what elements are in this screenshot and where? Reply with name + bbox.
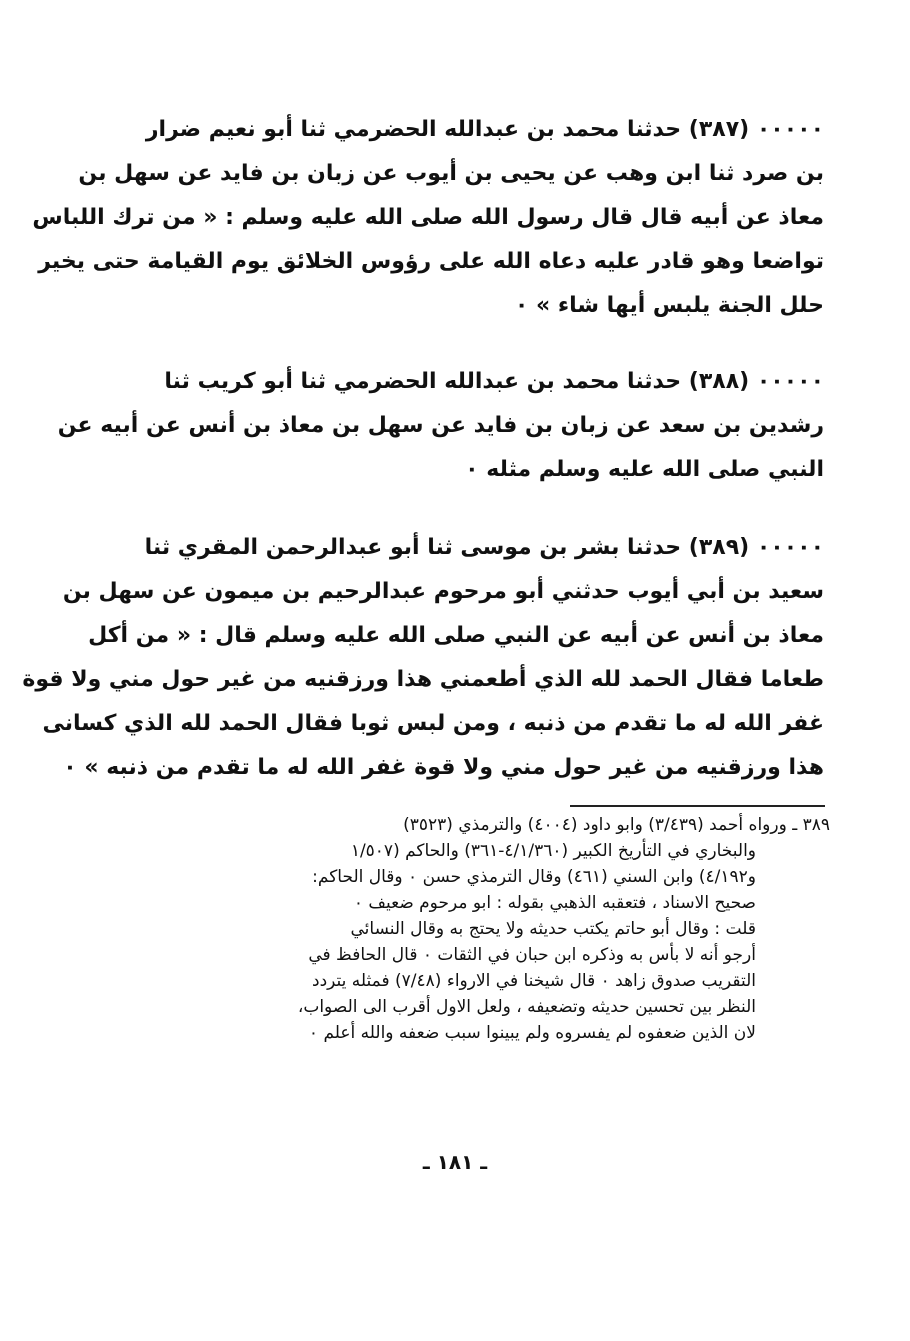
footnote-line: النظر بين تحسين حديثه وتضعيفه ، ولعل الاول أقرب الى الصواب،: [297, 997, 756, 1017]
text-line: النبي صلى الله عليه وسلم مثله ٠: [465, 457, 824, 482]
footnote-line: التقريب صدوق زاهد ٠ قال شيخنا في الارواء (٧/٤٨) فمثله يتردد: [312, 971, 756, 991]
footnote-line: صحيح الاسناد ، فتعقبه الذهبي بقوله : ابو مرحوم ضعيف ٠: [353, 893, 756, 913]
text-line: سعيد بن أبي أيوب حدثني أبو مرحوم عبدالرحيم بن ميمون عن سهل بن: [62, 579, 824, 604]
footnote-number: ٣٨٩ ـ: [792, 815, 830, 835]
text-line: حلل الجنة يلبس أيها شاء » ٠: [514, 293, 824, 318]
footnote-line: و٤/١٩٢) وابن السني (٤٦١) وقال الترمذي حسن ٠ وقال الحاكم:: [312, 867, 756, 887]
footnote: [118, 812, 830, 1046]
text-line: ٠٠٠٠٠ (٣٨٨) حدثنا محمد بن عبدالله الحضرمي ثنا أبو كريب ثنا: [164, 369, 824, 394]
footnote-separator: [570, 805, 825, 807]
footnote-line: قلت : وقال أبو حاتم يكتب حديثه ولا يحتج به وقال النسائي: [350, 919, 756, 939]
footnote-line: والبخاري في التأريخ الكبير (٤/١/٣٦٠-٣٦١) والحاكم (١/٥٠٧: [350, 841, 756, 861]
text-line: تواضعا وهو قادر عليه دعاه الله على رؤوس الخلائق يوم القيامة حتى يخير: [38, 249, 824, 274]
text-line: بن صرد ثنا ابن وهب عن يحيى بن أيوب عن زبان بن فايد عن سهل بن: [78, 161, 824, 186]
footnote-line: لان الذين ضعفوه لم يفسروه ولم يبينوا سبب ضعفه والله أعلم ٠: [308, 1023, 756, 1043]
hadith-388: [57, 360, 824, 492]
hadith-389: [22, 526, 824, 790]
footnote-line: أرجو أنه لا بأس به وذكره ابن حبان في الثقات ٠ قال الحافظ في: [308, 945, 756, 965]
text-line: ٠٠٠٠٠ (٣٨٧) حدثنا محمد بن عبدالله الحضرمي ثنا أبو نعيم ضرار: [145, 117, 824, 142]
text-line: معاذ بن أنس عن أبيه عن النبي صلى الله عليه وسلم قال : « من أكل: [88, 623, 824, 648]
text-line: هذا ورزقنيه من غير حول مني ولا قوة غفر الله له ما تقدم من ذنبه » ٠: [63, 755, 824, 780]
page-number: ـ ١٨١ ـ: [422, 1150, 488, 1174]
footnote-line: [118, 812, 830, 838]
footnote-text: ورواه أحمد (٣/٤٣٩) وابو داود (٤٠٠٤) والترمذي (٣٥٢٣): [403, 815, 787, 835]
text-line: ٠٠٠٠٠ (٣٨٩) حدثنا بشر بن موسى ثنا أبو عبدالرحمن المقري ثنا: [144, 535, 824, 560]
hadith-387: [32, 108, 824, 328]
text-line: معاذ عن أبيه قال قال رسول الله صلى الله عليه وسلم : « من ترك اللباس: [32, 205, 824, 230]
text-line: طعاما فقال الحمد لله الذي أطعمني هذا ورزقنيه من غير حول مني ولا قوة: [22, 667, 824, 692]
text-line: رشدين بن سعد عن زبان بن فايد عن سهل بن معاذ بن أنس عن أبيه عن: [57, 413, 824, 438]
text-line: غفر الله له ما تقدم من ذنبه ، ومن لبس ثوبا فقال الحمد لله الذي كسانى: [42, 711, 824, 736]
